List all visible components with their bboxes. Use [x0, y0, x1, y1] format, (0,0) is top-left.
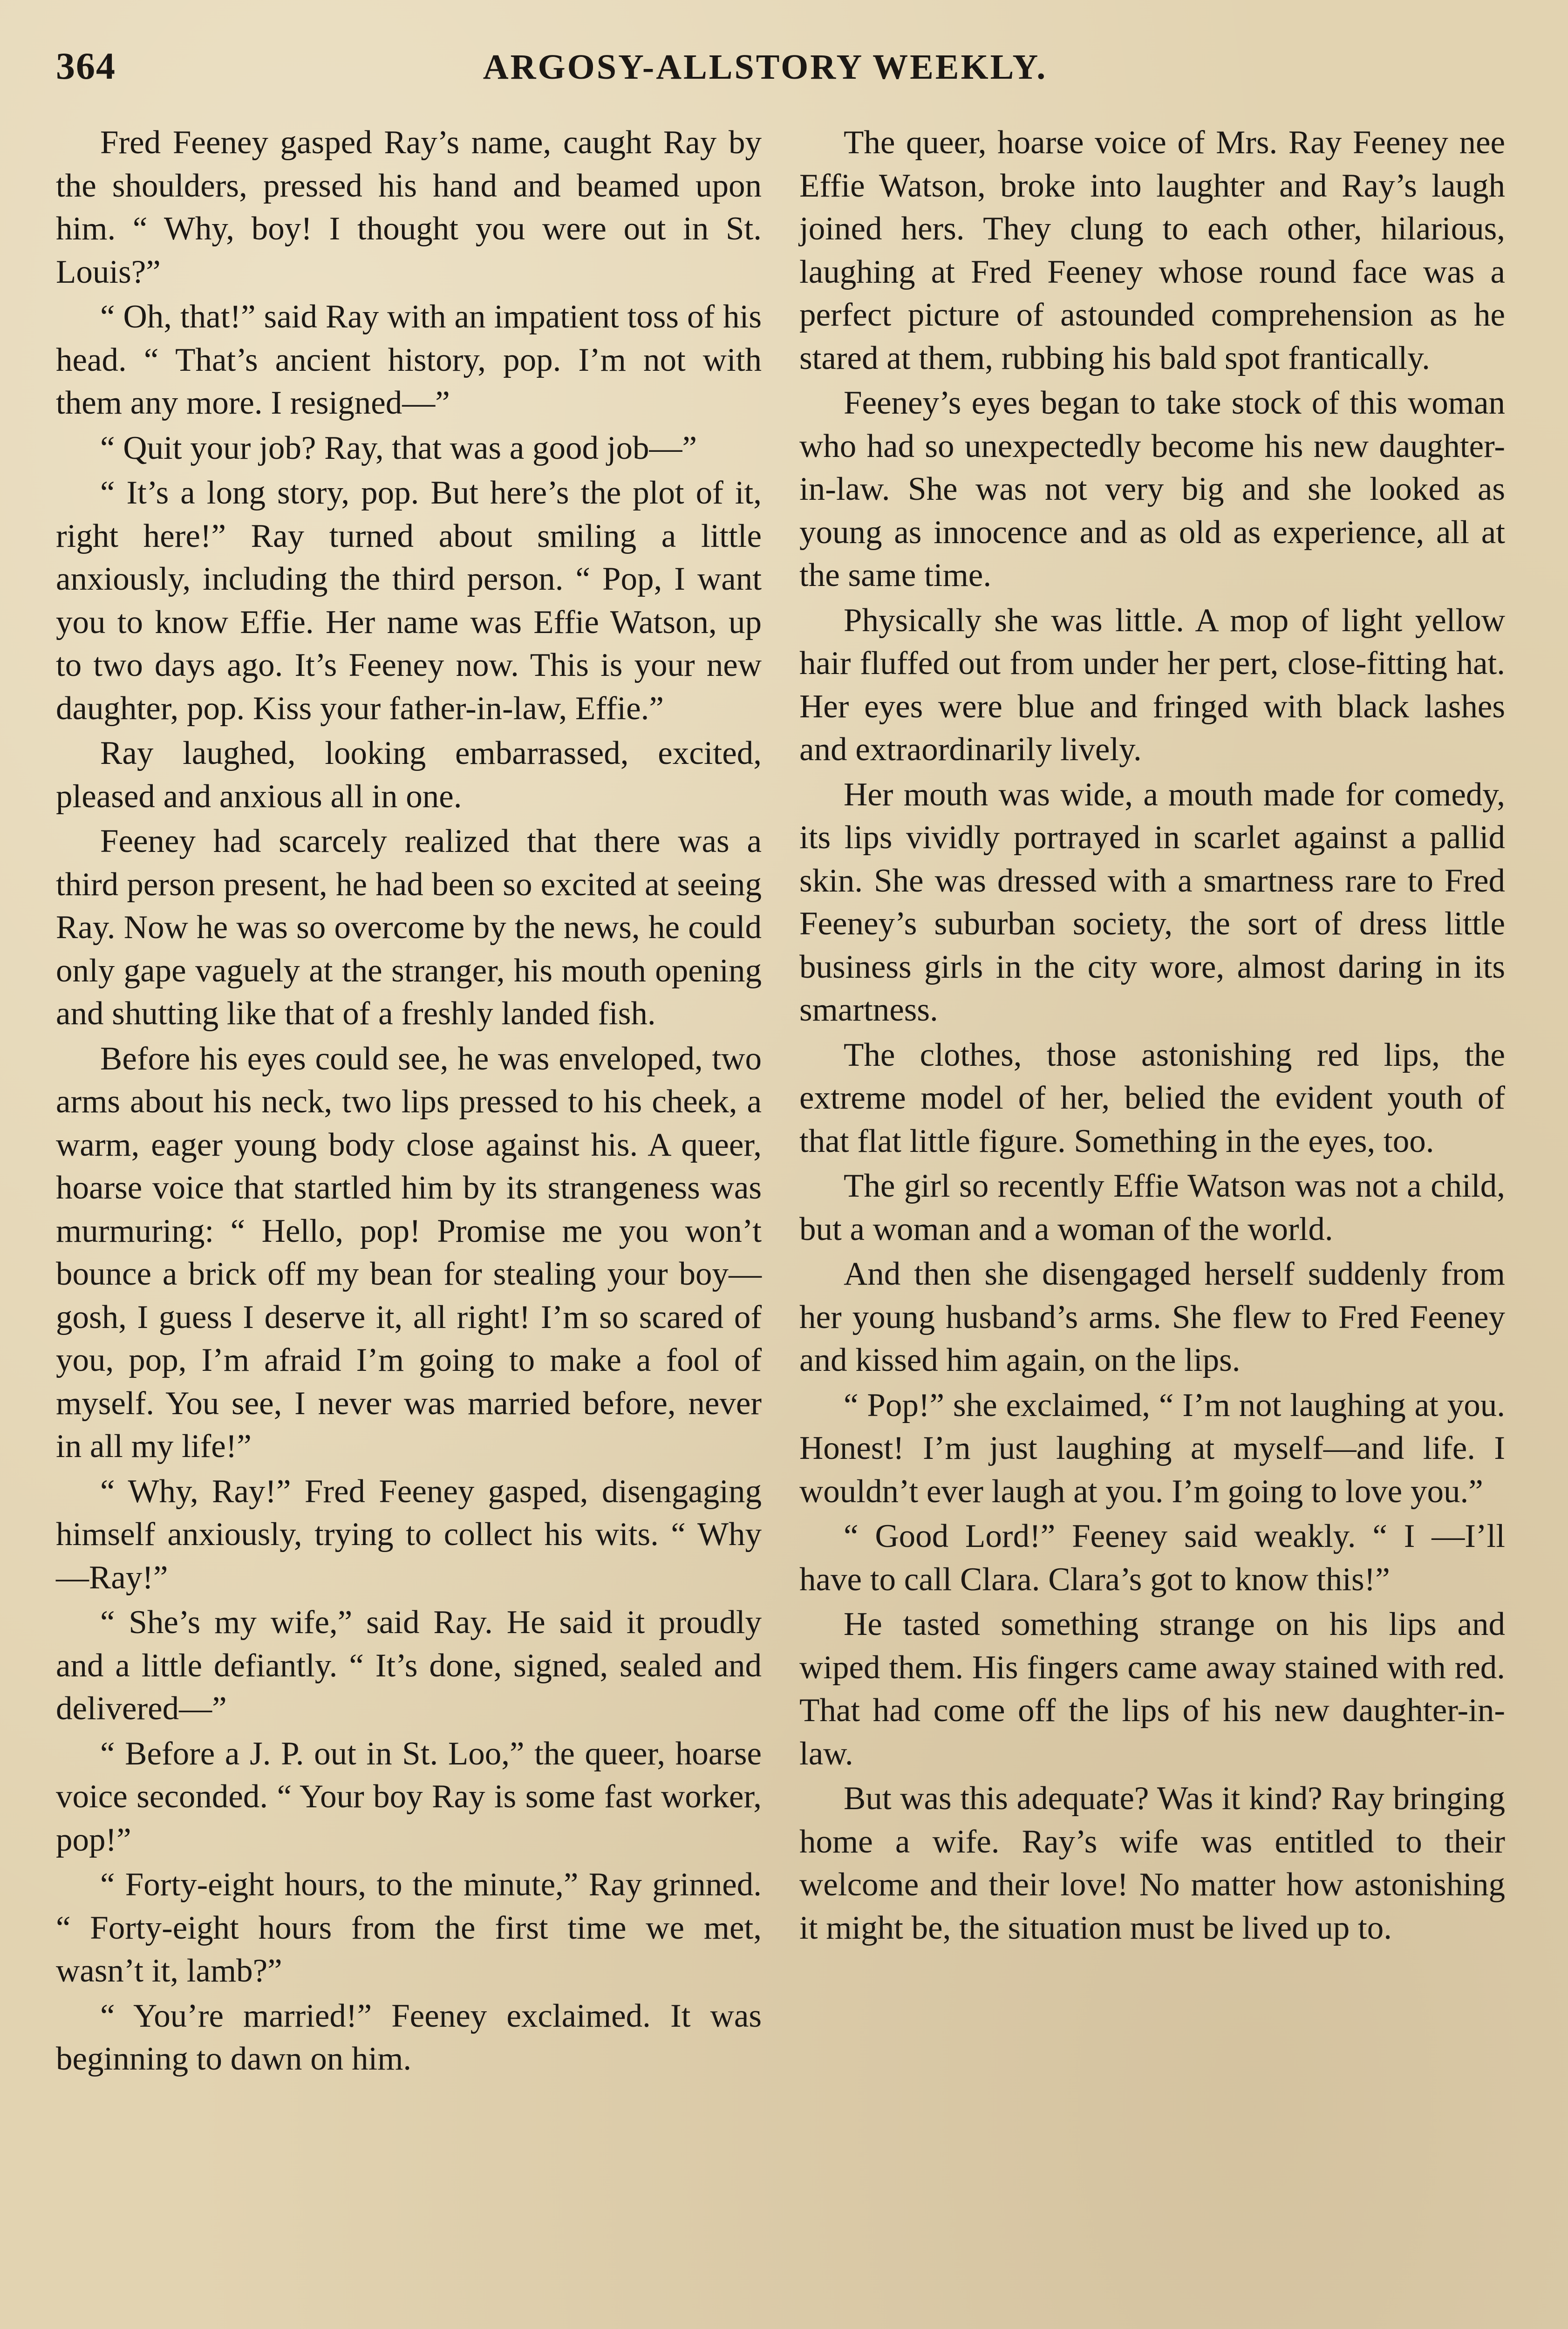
paragraph: Feeney’s eyes began to take stock of this woman who had so unexpectedly become his new daughter-in-law. She was not very big and she looked as young as innocence and as old as experience, all at the same time. [799, 385, 1505, 593]
paragraph: But was this adequate? Was it kind? Ray bringing home a wife. Ray’s wife was entitled to their welcome and their love! No matter how astonishing it might be, the situation must be lived up to. [799, 1780, 1505, 1946]
paragraph: “ Pop!” she exclaimed, “ I’m not laughing at you. Honest! I’m just laughing at myself—and life. I wouldn’t ever laugh at you. I’m going to love you.” [799, 1387, 1505, 1510]
paragraph: Fred Feeney gasped Ray’s name, caught Ray by the shoulders, pressed his hand and beamed upon him. “ Why, boy! I thought you were out in St. Louis?” [56, 124, 762, 290]
paragraph: He tasted something strange on his lips and wiped them. His fingers came away stained with red. That had come off the lips of his new daughter-in-law. [799, 1606, 1505, 1772]
paragraph: “ Why, Ray!” Fred Feeney gasped, disengaging himself anxiously, trying to collect his wits. “ Why—Ray!” [56, 1473, 762, 1596]
text-columns [56, 121, 1505, 2329]
paragraph: The girl so recently Effie Watson was not a child, but a woman and a woman of the world. [799, 1168, 1505, 1247]
right-column [799, 121, 1505, 2329]
paragraph: Feeney had scarcely realized that there was a third person present, he had been so excited at seeing Ray. Now he was so overcome by the news, he could only gape vaguely at the stranger, his mouth opening and shutting like that of a freshly landed fish. [56, 823, 762, 1032]
paragraph: “ She’s my wife,” said Ray. He said it proudly and a little defiantly. “ It’s done, signed, sealed and delivered—” [56, 1604, 762, 1727]
paragraph: “ Good Lord!” Feeney said weakly. “ I —I’ll have to call Clara. Clara’s got to know this!” [799, 1518, 1505, 1598]
paragraph: “ Quit your job? Ray, that was a good job—” [100, 429, 697, 466]
paragraph: And then she disengaged herself suddenly from her young husband’s arms. She flew to Fred Feeney and kissed him again, on the lips. [799, 1256, 1505, 1378]
paragraph: The clothes, those astonishing red lips, the extreme model of her, belied the evident youth of that flat little figure. Something in the eyes, too. [799, 1036, 1505, 1159]
paragraph: “ Forty-eight hours, to the minute,” Ray grinned. “ Forty-eight hours from the first time we met, wasn’t it, lamb?” [56, 1866, 762, 1989]
paragraph: “ You’re married!” Feeney exclaimed. It was beginning to dawn on him. [56, 1997, 762, 2077]
paragraph: Physically she was little. A mop of light yellow hair fluffed out from under her pert, close-fitting hat. Her eyes were blue and fringed with black lashes and extraordinarily lively. [799, 602, 1505, 768]
paragraph: “ Oh, that!” said Ray with an impatient toss of his head. “ That’s ancient history, pop. I’m not with them any more. I resigned—” [56, 299, 762, 421]
running-head: ARGOSY-ALLSTORY WEEKLY. [483, 48, 1048, 87]
paragraph: “ It’s a long story, pop. But here’s the plot of it, right here!” Ray turned about smiling a little anxiously, including the third person. “ Pop, I want you to know Effie. Her name was Effie Watson, up to two days ago. It’s Feeney now. This is your new daughter, pop. Kiss your father-in-law, Effie.” [56, 475, 762, 727]
paragraph: The queer, hoarse voice of Mrs. Ray Feeney nee Effie Watson, broke into laughter and Ray’s laugh joined hers. They clung to each other, hilarious, laughing at Fred Feeney whose round face was a perfect picture of astounded comprehension as he stared at them, rubbing his bald spot frantically. [799, 124, 1505, 376]
page-header [56, 44, 1507, 95]
paragraph: Before his eyes could see, he was enveloped, two arms about his neck, two lips pressed to his cheek, a warm, eager young body close against his. A queer, hoarse voice that startled him by its strangeness was murmuring: “ Hello, pop! Promise me you won’t bounce a brick off my bean for stealing your boy—gosh, I guess I deserve it, all right! I’m so scared of you, pop, I’m afraid I’m going to make a fool of myself. You see, I never was married before, never in all my life!” [56, 1040, 762, 1464]
paragraph: Her mouth was wide, a mouth made for comedy, its lips vividly portrayed in scarlet against a pallid skin. She was dressed with a smartness rare to Fred Feeney’s suburban society, the sort of dress little business girls in the city wore, almost daring in its smartness. [799, 776, 1505, 1028]
paragraph: “ Before a J. P. out in St. Loo,” the queer, hoarse voice seconded. “ Your boy Ray is some fast worker, pop!” [56, 1735, 762, 1858]
paragraph: Ray laughed, looking embarrassed, excited, pleased and anxious all in one. [56, 735, 762, 815]
page-number: 364 [56, 45, 116, 87]
left-column [56, 121, 762, 2329]
